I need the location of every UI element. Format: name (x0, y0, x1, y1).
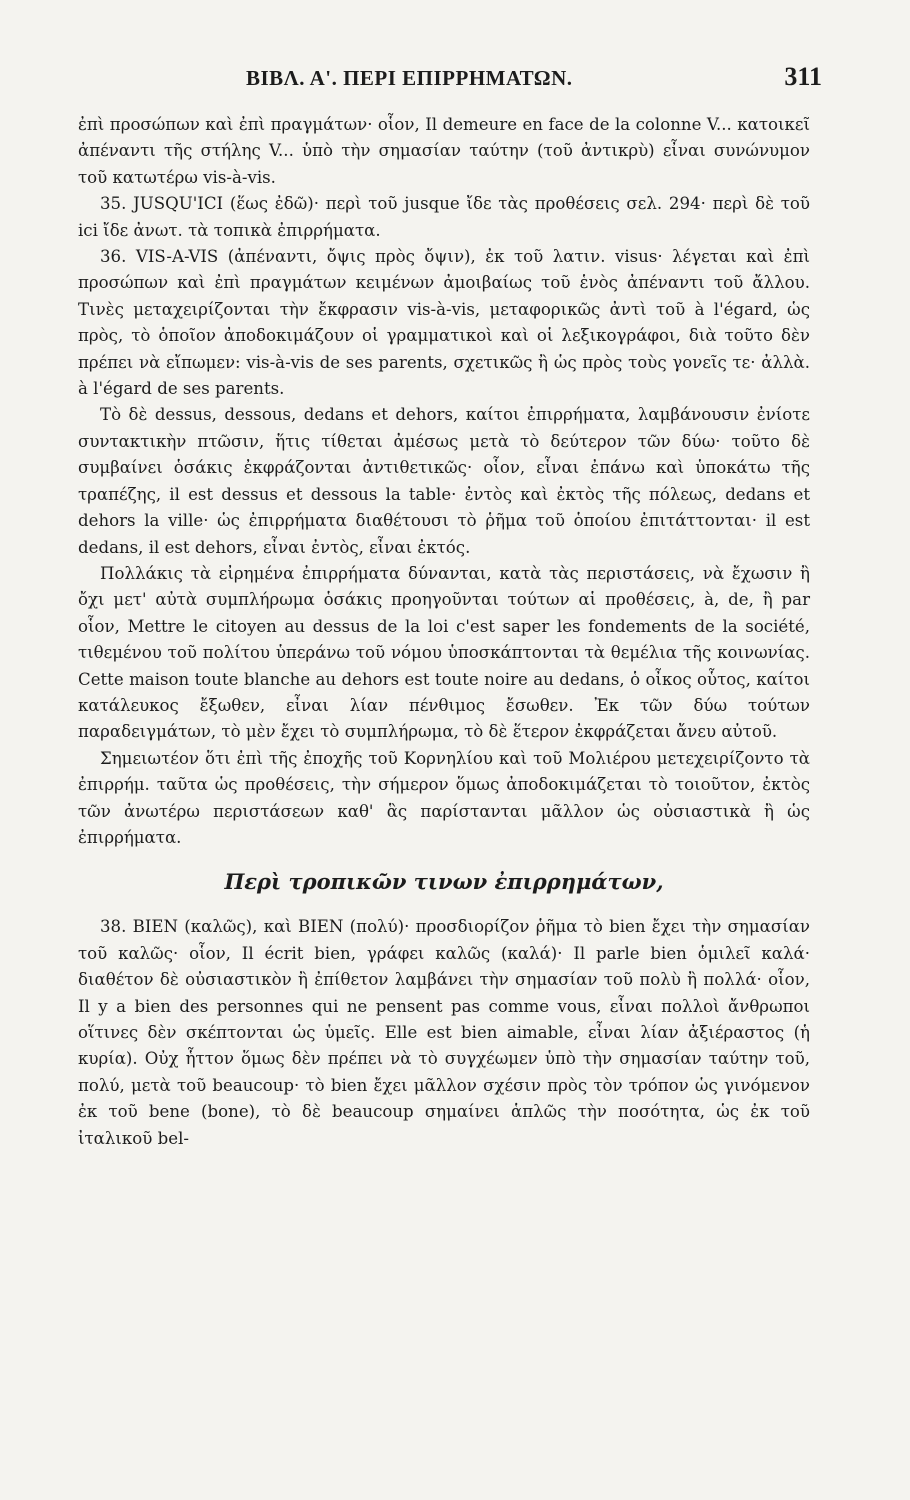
page-body (78, 112, 810, 1152)
page-number: 311 (784, 62, 822, 91)
paragraph-continued: ἐπὶ προσώπων καὶ ἐπὶ πραγμάτων· οἷον, Il demeure en face de la colonne V... κατοικεῖ ἀπέναντι τῆς στήλης V... ὑπὸ τὴν σημασίαν ταύτην (τοῦ ἀντικρὺ) εἶναι συνώνυμον τοῦ κατωτέρω vis-à-vis. (78, 115, 810, 187)
paragraph-38: 38. BIEN (καλῶς), καὶ BIEN (πολύ)· προσδιορίζον ῥῆμα τὸ bien ἔχει τὴν σημασίαν τοῦ καλῶς· οἷον, Il écrit bien, γράφει καλῶς (καλά)· Il parle bien ὁμιλεῖ καλά· διαθέτον δὲ οὐσιαστικὸν ἢ ἐπίθετον λαμβάνει τὴν σημασίαν τοῦ πολὺ ἢ πολλά· οἷον, Il y a bien des personnes qui ne pensent pas comme vous, εἶναι πολλοὶ ἄνθρωποι οἵτινες δὲν σκέπτονται ὡς ὑμεῖς. Elle est bien aimable, εἶναι λίαν ἀξιέραστος (ἡ κυρία). Οὐχ ἧττον ὅμως δὲν πρέπει νὰ τὸ συγχέωμεν ὑπὸ τὴν σημασίαν ταύτην τοῦ, πολύ, μετὰ τοῦ beaucoup· τὸ bien ἔχει μᾶλλον σχέσιν πρὸς τὸν τρόπον ὡς γινόμενον ἐκ τοῦ bene (bone), τὸ δὲ beaucoup σημαίνει ἁπλῶς τὴν ποσότητα, ὡς ἐκ τοῦ ἰταλικοῦ bel- (78, 917, 810, 1148)
paragraph-pollakis: Πολλάκις τὰ εἰρημένα ἐπιρρήματα δύνανται, κατὰ τὰς περιστάσεις, νὰ ἔχωσιν ἢ ὄχι μετ' αὐτὰ συμπλήρωμα ὁσάκις προηγοῦνται τούτων αἱ προθέσεις, à, de, ἢ par οἷον, Mettre le citoyen au dessus de la loi c'est saper les fondements de la société, τιθεμένου τοῦ πολίτου ὑπεράνω τοῦ νόμου ὑποσκάπτονται τὰ θεμέλια τῆς κοινωνίας. Cette maison toute blanche au dehors est toute noire au dedans, ὁ οἶκος οὗτος, καίτοι κατάλευκος ἔξωθεν, εἶναι λίαν πένθιμος ἔσωθεν. Ἐκ τῶν δύω τούτων παραδειγμάτων, τὸ μὲν ἔχει τὸ συμπλήρωμα, τὸ δὲ ἕτερον ἐκφράζεται ἄνευ αὐτοῦ. (78, 563, 810, 742)
paragraph-36: 36. VIS-A-VIS (ἀπέναντι, ὄψις πρὸς ὄψιν), ἐκ τοῦ λατιν. visus· λέγεται καὶ ἐπὶ προσώπων καὶ ἐπὶ πραγμάτων κειμένων ἀμοιβαίως τοῦ ἑνὸς ἀπέναντι τοῦ ἄλλου. Τινὲς μεταχειρίζονται τὴν ἔκφρασιν vis-à-vis, μεταφορικῶς ἀντὶ τοῦ à l'égard, ὡς πρὸς, τὸ ὁποῖον ἀποδοκιμάζουν οἱ γραμματικοὶ καὶ οἱ λεξικογράφοι, διὰ τοῦτο δὲν πρέπει νὰ εἴπωμεν: vis-à-vis de ses parents, σχετικῶς ἢ ὡς πρὸς τοὺς γονεῖς τε· ἀλλὰ. à l'égard de ses parents. (78, 247, 810, 399)
paragraph-dessus: Τὸ δὲ dessus, dessous, dedans et dehors, καίτοι ἐπιρρήματα, λαμβάνουσιν ἐνίοτε συντακτικὴν πτῶσιν, ἥτις τίθεται ἀμέσως μετὰ τὸ δεύτερον τῶν δύω· τοῦτο δὲ συμβαίνει ὁσάκις ἐκφράζονται ἀντιθετικῶς· οἷον, εἶναι ἐπάνω καὶ ὑποκάτω τῆς τραπέζης, il est dessus et dessous la table· ἐντὸς καὶ ἐκτὸς τῆς πόλεως, dedans et dehors la ville· ὡς ἐπιρρήματα διαθέτουσι τὸ ῥῆμα τοῦ ὁποίου ἐπιτάττονται· il est dedans, il est dehors, εἶναι ἐντὸς, εἶναι ἐκτός. (78, 405, 810, 557)
paragraph-35: 35. JUSQU'ICI (ἕως ἐδῶ)· περὶ τοῦ jusque ἴδε τὰς προθέσεις σελ. 294· περὶ δὲ τοῦ ici ἴδε ἀνωτ. τὰ τοπικὰ ἐπιρρήματα. (78, 194, 810, 240)
page-header (78, 62, 822, 92)
paragraph-note: Σημειωτέον ὅτι ἐπὶ τῆς ἐποχῆς τοῦ Κορνηλίου καὶ τοῦ Μολιέρου μετεχειρίζοντο τὰ ἐπιρρήμ. ταῦτα ὡς προθέσεις, τὴν σήμερον ὅμως ἀποδοκιμάζεται τὸ τοιοῦτον, ἐκτὸς τῶν ἀνωτέρω περιστάσεων καθ' ἃς παρίστανται μᾶλλον ὡς οὐσιαστικὰ ἢ ὡς ἐπιρρήματα. (78, 748, 810, 847)
running-head: ΒΙΒΛ. Α'. ΠΕΡΙ ΕΠΙΡΡΗΜΑΤΩΝ. (246, 66, 573, 90)
section-title: Περὶ τροπικῶν τινων ἐπιρρημάτων, (224, 869, 664, 895)
